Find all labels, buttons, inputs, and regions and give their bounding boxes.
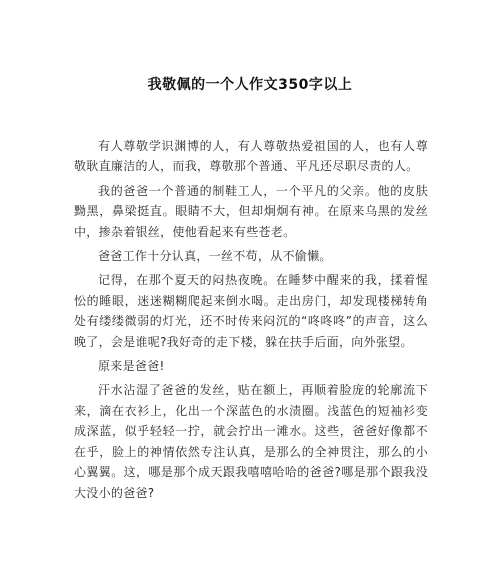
paragraph: 爸爸工作十分认真，一丝不苟，从不偷懒。 [98, 249, 332, 264]
document-title: 我敬佩的一个人作文350字以上 [147, 77, 353, 93]
paragraph: 原来是爸爸! [98, 359, 165, 374]
paragraph: 我的爸爸一个普通的制鞋工人，一个平凡的父亲。他的皮肤黝黑，鼻梁挺直。眼睛不大，但却炯炯有神。在原来乌黑的发丝中，掺杂着银丝，使他看起来有些苍老。 [74, 183, 428, 239]
paragraph: 汗水沾湿了爸爸的发丝，贴在额上，再顺着脸庞的轮廓流下来，滴在衣衫上，化出一个深蓝色的水渍圈。浅蓝色的短袖衫变成深蓝，似乎轻轻一拧，就会拧出一滩水。这些，爸爸好像都不在乎，脸上的神情依然专注认真，是那么的全神贯注，那么的小心翼翼。这，哪是那个成天跟我嘻嘻哈哈的爸爸?哪是那个跟我没大没小的爸爸? [74, 383, 428, 500]
paragraph: 有人尊敬学识渊博的人，有人尊敬热爱祖国的人，也有人尊敬耿直廉洁的人，而我，尊敬那个普通、平凡还尽职尽责的人。 [74, 139, 428, 174]
document-body [74, 136, 428, 507]
paragraph: 记得，在那个夏天的闷热夜晚。在睡梦中醒来的我，揉着惺忪的睡眼，迷迷糊糊爬起来倒水喝。走出房门，却发现楼梯转角处有缕缕微弱的灯光，还不时传来闷沉的“咚咚咚”的声音，这么晚了，会是谁呢?我好奇的走下楼，躲在扶手后面，向外张望。 [74, 273, 428, 349]
